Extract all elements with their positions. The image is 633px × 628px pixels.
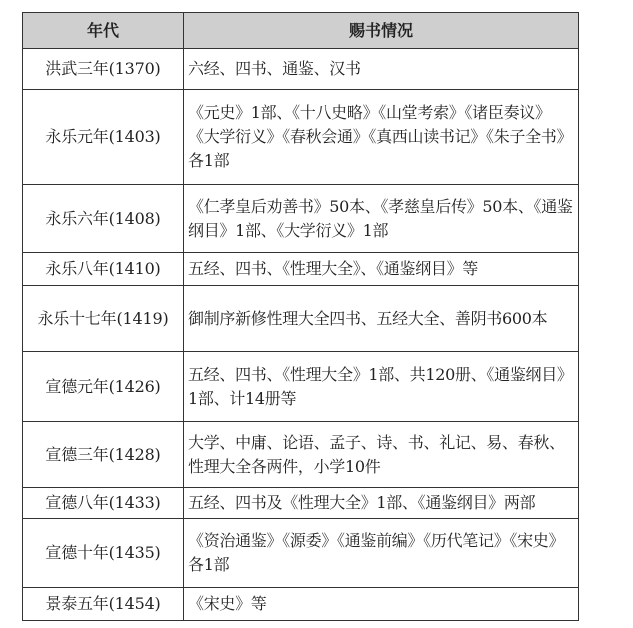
year-cell: 洪武三年(1370) [23, 49, 184, 90]
header-detail: 赐书情况 [184, 13, 579, 49]
detail-cell: 《仁孝皇后劝善书》50本、《孝慈皇后传》50本、《通鉴纲目》1部、《大学衍义》1部 [184, 185, 579, 253]
detail-cell: 六经、四书、通鉴、汉书 [184, 49, 579, 90]
year-cell: 永乐八年(1410) [23, 253, 184, 286]
table-row [23, 286, 579, 352]
header-row [23, 13, 579, 49]
table-row [23, 352, 579, 422]
table-row [23, 519, 579, 588]
detail-cell: 五经、四书、《性理大全》1部、共120册、《通鉴纲目》1部、计14册等 [184, 352, 579, 422]
year-cell: 永乐十七年(1419) [23, 286, 184, 352]
year-cell: 宣德三年(1428) [23, 422, 184, 488]
detail-cell: 大学、中庸、论语、孟子、诗、书、礼记、易、春秋、性理大全各两件，小学10件 [184, 422, 579, 488]
detail-cell: 《宋史》等 [184, 588, 579, 621]
detail-cell: 御制序新修性理大全四书、五经大全、善阴书600本 [184, 286, 579, 352]
table-row [23, 253, 579, 286]
year-cell: 永乐元年(1403) [23, 90, 184, 185]
detail-cell: 《资治通鉴》《源委》《通鉴前编》《历代笔记》《宋史》各1部 [184, 519, 579, 588]
header-year: 年代 [23, 13, 184, 49]
year-cell: 宣德元年(1426) [23, 352, 184, 422]
year-cell: 景泰五年(1454) [23, 588, 184, 621]
table-row [23, 49, 579, 90]
year-cell: 永乐六年(1408) [23, 185, 184, 253]
table-row [23, 488, 579, 519]
table-row [23, 185, 579, 253]
table-row [23, 422, 579, 488]
year-cell: 宣德十年(1435) [23, 519, 184, 588]
detail-cell: 五经、四书及《性理大全》1部、《通鉴纲目》两部 [184, 488, 579, 519]
book-grant-table [22, 12, 579, 621]
year-cell: 宣德八年(1433) [23, 488, 184, 519]
detail-cell: 《元史》1部、《十八史略》《山堂考索》《诸臣奏议》《大学衍义》《春秋会通》《真西山读书记》《朱子全书》各1部 [184, 90, 579, 185]
detail-cell: 五经、四书、《性理大全》、《通鉴纲目》等 [184, 253, 579, 286]
table-row [23, 90, 579, 185]
table-row [23, 588, 579, 621]
